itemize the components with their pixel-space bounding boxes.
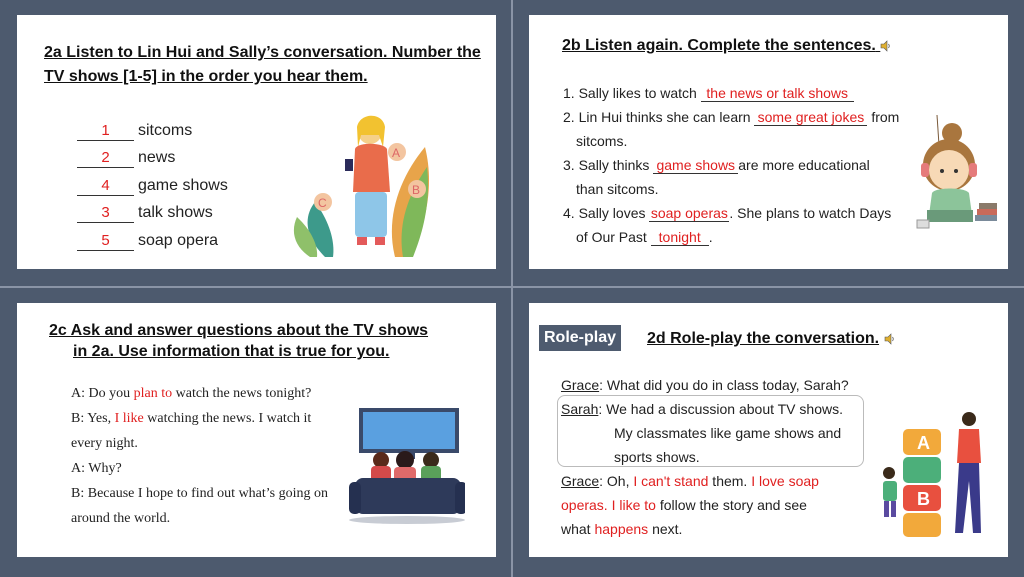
answer-blank[interactable]: 5: [77, 232, 134, 251]
list-item-label: talk shows: [138, 204, 213, 221]
slide-2c[interactable]: [17, 303, 496, 557]
list-item: [77, 141, 228, 169]
list-item-label: sitcoms: [138, 121, 193, 139]
slide-2c-title: [49, 320, 469, 362]
svg-text:A: A: [392, 146, 401, 160]
dialogue-line: Grace: Oh, I can't stand them. I love soap: [561, 473, 819, 489]
list-item-label: soap opera: [138, 231, 219, 249]
title-line-1: 2c Ask and answer questions about the TV shows: [49, 322, 429, 339]
sentence-4: 4. Sally loves soap operas. She plans to watch Days: [563, 205, 892, 221]
dialogue-line: B: Yes, I like watching the news. I watch it every night.: [71, 411, 312, 451]
answer-blank[interactable]: 2: [77, 149, 134, 168]
sentence-1: 1. Sally likes to watch the news or talk shows: [563, 81, 854, 105]
sentence-2-cont: sitcoms.: [576, 133, 628, 149]
speaker-icon[interactable]: [880, 40, 891, 52]
list-item: [77, 196, 228, 224]
slide-2d-title: 2d Role-play the conversation.: [647, 327, 895, 351]
girl-with-headphones-illustration: [907, 115, 1002, 240]
list-item: [77, 113, 228, 141]
title-line-2: in 2a. Use information that is true for you.: [73, 343, 390, 360]
slide-2b[interactable]: [529, 15, 1008, 269]
tv-show-list: [77, 113, 228, 251]
dialogue-line: Sarah: We had a discussion about TV shows.: [561, 401, 843, 417]
answer-blank[interactable]: tonight: [651, 229, 709, 246]
sentence-3: 3. Sally thinks game shows are more educational: [563, 157, 870, 173]
svg-text:B: B: [412, 183, 421, 197]
sentence-2: 2. Lin Hui thinks she can learn some great jokes from: [563, 109, 900, 125]
role-play-dialogue: [561, 373, 871, 541]
family-watching-tv-illustration: [345, 408, 465, 528]
list-item-label: game shows: [138, 176, 228, 194]
slide-2b-title: 2b Listen again. Complete the sentences.: [562, 34, 891, 58]
dialogue-line: sports shows.: [614, 449, 700, 465]
dialogue-line: B: Because I hope to find out what’s going on around the world.: [71, 486, 329, 526]
svg-text:B: B: [917, 489, 930, 509]
girl-with-phone-illustration: [285, 107, 455, 257]
dialogue-line: operas. I like to follow the story and see: [561, 497, 807, 513]
answer-blank[interactable]: 1: [77, 122, 134, 141]
dialogue-line: what happens next.: [561, 521, 683, 537]
slide-2d[interactable]: [529, 303, 1008, 557]
slide-2a[interactable]: [17, 15, 496, 269]
dialogue-line: A: Why?: [71, 461, 122, 476]
slide-2a-title: 2a Listen to Lin Hui and Sally’s conversation. Number the TV shows [1-5] in the order you hear them.: [44, 44, 481, 85]
speaker-icon[interactable]: [884, 333, 895, 345]
list-item-label: news: [138, 149, 176, 166]
divider-horizontal: [0, 286, 1024, 288]
dialogue: [71, 381, 341, 531]
divider-vertical: [511, 0, 513, 577]
svg-text:A: A: [917, 433, 930, 453]
sentence-4-cont: of Our Past tonight .: [576, 229, 713, 245]
dialogue-line: My classmates like game shows and: [614, 425, 842, 441]
answer-blank[interactable]: some great jokes: [754, 109, 867, 126]
answer-blank[interactable]: the news or talk shows: [701, 85, 854, 102]
answer-blank[interactable]: game shows: [653, 157, 738, 174]
list-item: [77, 223, 228, 251]
role-play-badge: Role-play: [539, 325, 621, 351]
answer-blank[interactable]: 4: [77, 177, 134, 196]
dialogue-line: A: Do you plan to watch the news tonight?: [71, 386, 312, 401]
dialogue-line: Grace: What did you do in class today, Sarah?: [561, 377, 849, 393]
answer-blank[interactable]: soap operas: [650, 205, 728, 221]
svg-text:C: C: [318, 196, 327, 210]
list-item: [77, 168, 228, 196]
abc-blocks-illustration: [877, 411, 999, 541]
answer-blank[interactable]: 3: [77, 204, 134, 223]
sentence-3-cont: than sitcoms.: [576, 181, 659, 197]
